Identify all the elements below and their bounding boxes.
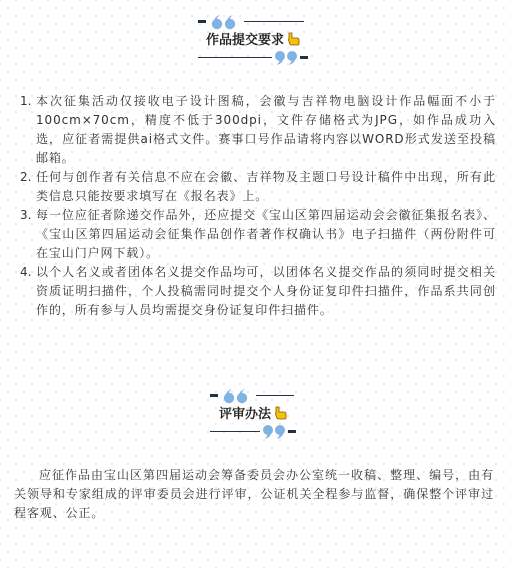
header-dash — [288, 430, 296, 433]
section-title-text: 作品提交要求 — [205, 33, 284, 48]
list-item — [20, 92, 496, 168]
section-title — [0, 406, 506, 424]
double-quote-icon — [222, 388, 252, 404]
header-rule — [210, 431, 260, 432]
pointing-hand-icon — [287, 32, 300, 46]
header-dash — [210, 394, 218, 397]
list-item — [20, 263, 496, 320]
list-item-text: 每一位应征者除递交作品外，还应提交《宝山区第四届运动会会徽征集报名表》、《宝山区第四届运动会征集作品创作者著作权确认书》电子扫描件（两份附件可在宝山门户网下载）。 — [36, 208, 496, 260]
header-dash — [198, 20, 206, 23]
section-title-text: 评审办法 — [218, 407, 271, 422]
section-header-submission — [0, 14, 506, 66]
review-paragraph: 应征作品由宝山区第四届运动会筹备委员会办公室统一收稿、整理、编号，由有关领导和专家组成的评审委员会进行评审，公证机关全程参与监督，确保整个评审过程客观、公正。 — [14, 468, 494, 520]
list-item — [20, 168, 496, 206]
header-rule — [198, 57, 272, 58]
list-item — [20, 206, 496, 263]
list-item-text: 以个人名义或者团体名义提交作品均可，以团体名义提交作品的须同时提交相关资质证明扫描件，个人投稿需同时提交个人身份证复印件扫描件，作品系共同创作的，所有参与人员均需提交身份证复印件扫描件。 — [36, 265, 496, 317]
section-header-review — [0, 388, 506, 440]
double-quote-icon — [210, 14, 240, 30]
section-title — [0, 32, 506, 50]
list-item-number: 4. — [20, 265, 32, 279]
list-item-number: 2. — [20, 170, 32, 184]
header-rule — [256, 395, 294, 396]
header-dash — [300, 56, 308, 59]
header-rule — [244, 21, 304, 22]
pointing-hand-icon — [274, 406, 287, 420]
list-item-number: 1. — [20, 94, 32, 108]
list-item-text: 本次征集活动仅接收电子设计图稿，会徽与吉祥物电脑设计作品幅面不小于100cm×70cm，精度不低于300dpi，文件存储格式为JPG，如作品成功入选，应征者需提供ai格式文件。赛事口号作品请将内容以WORD形式发送至投稿邮箱。 — [36, 94, 496, 165]
requirements-list — [20, 92, 496, 320]
list-item-text: 任何与创作者有关信息不应在会徽、吉祥物及主题口号设计稿件中出现，所有此类信息只能按要求填写在《报名表》上。 — [36, 170, 496, 203]
list-item-number: 3. — [20, 208, 32, 222]
